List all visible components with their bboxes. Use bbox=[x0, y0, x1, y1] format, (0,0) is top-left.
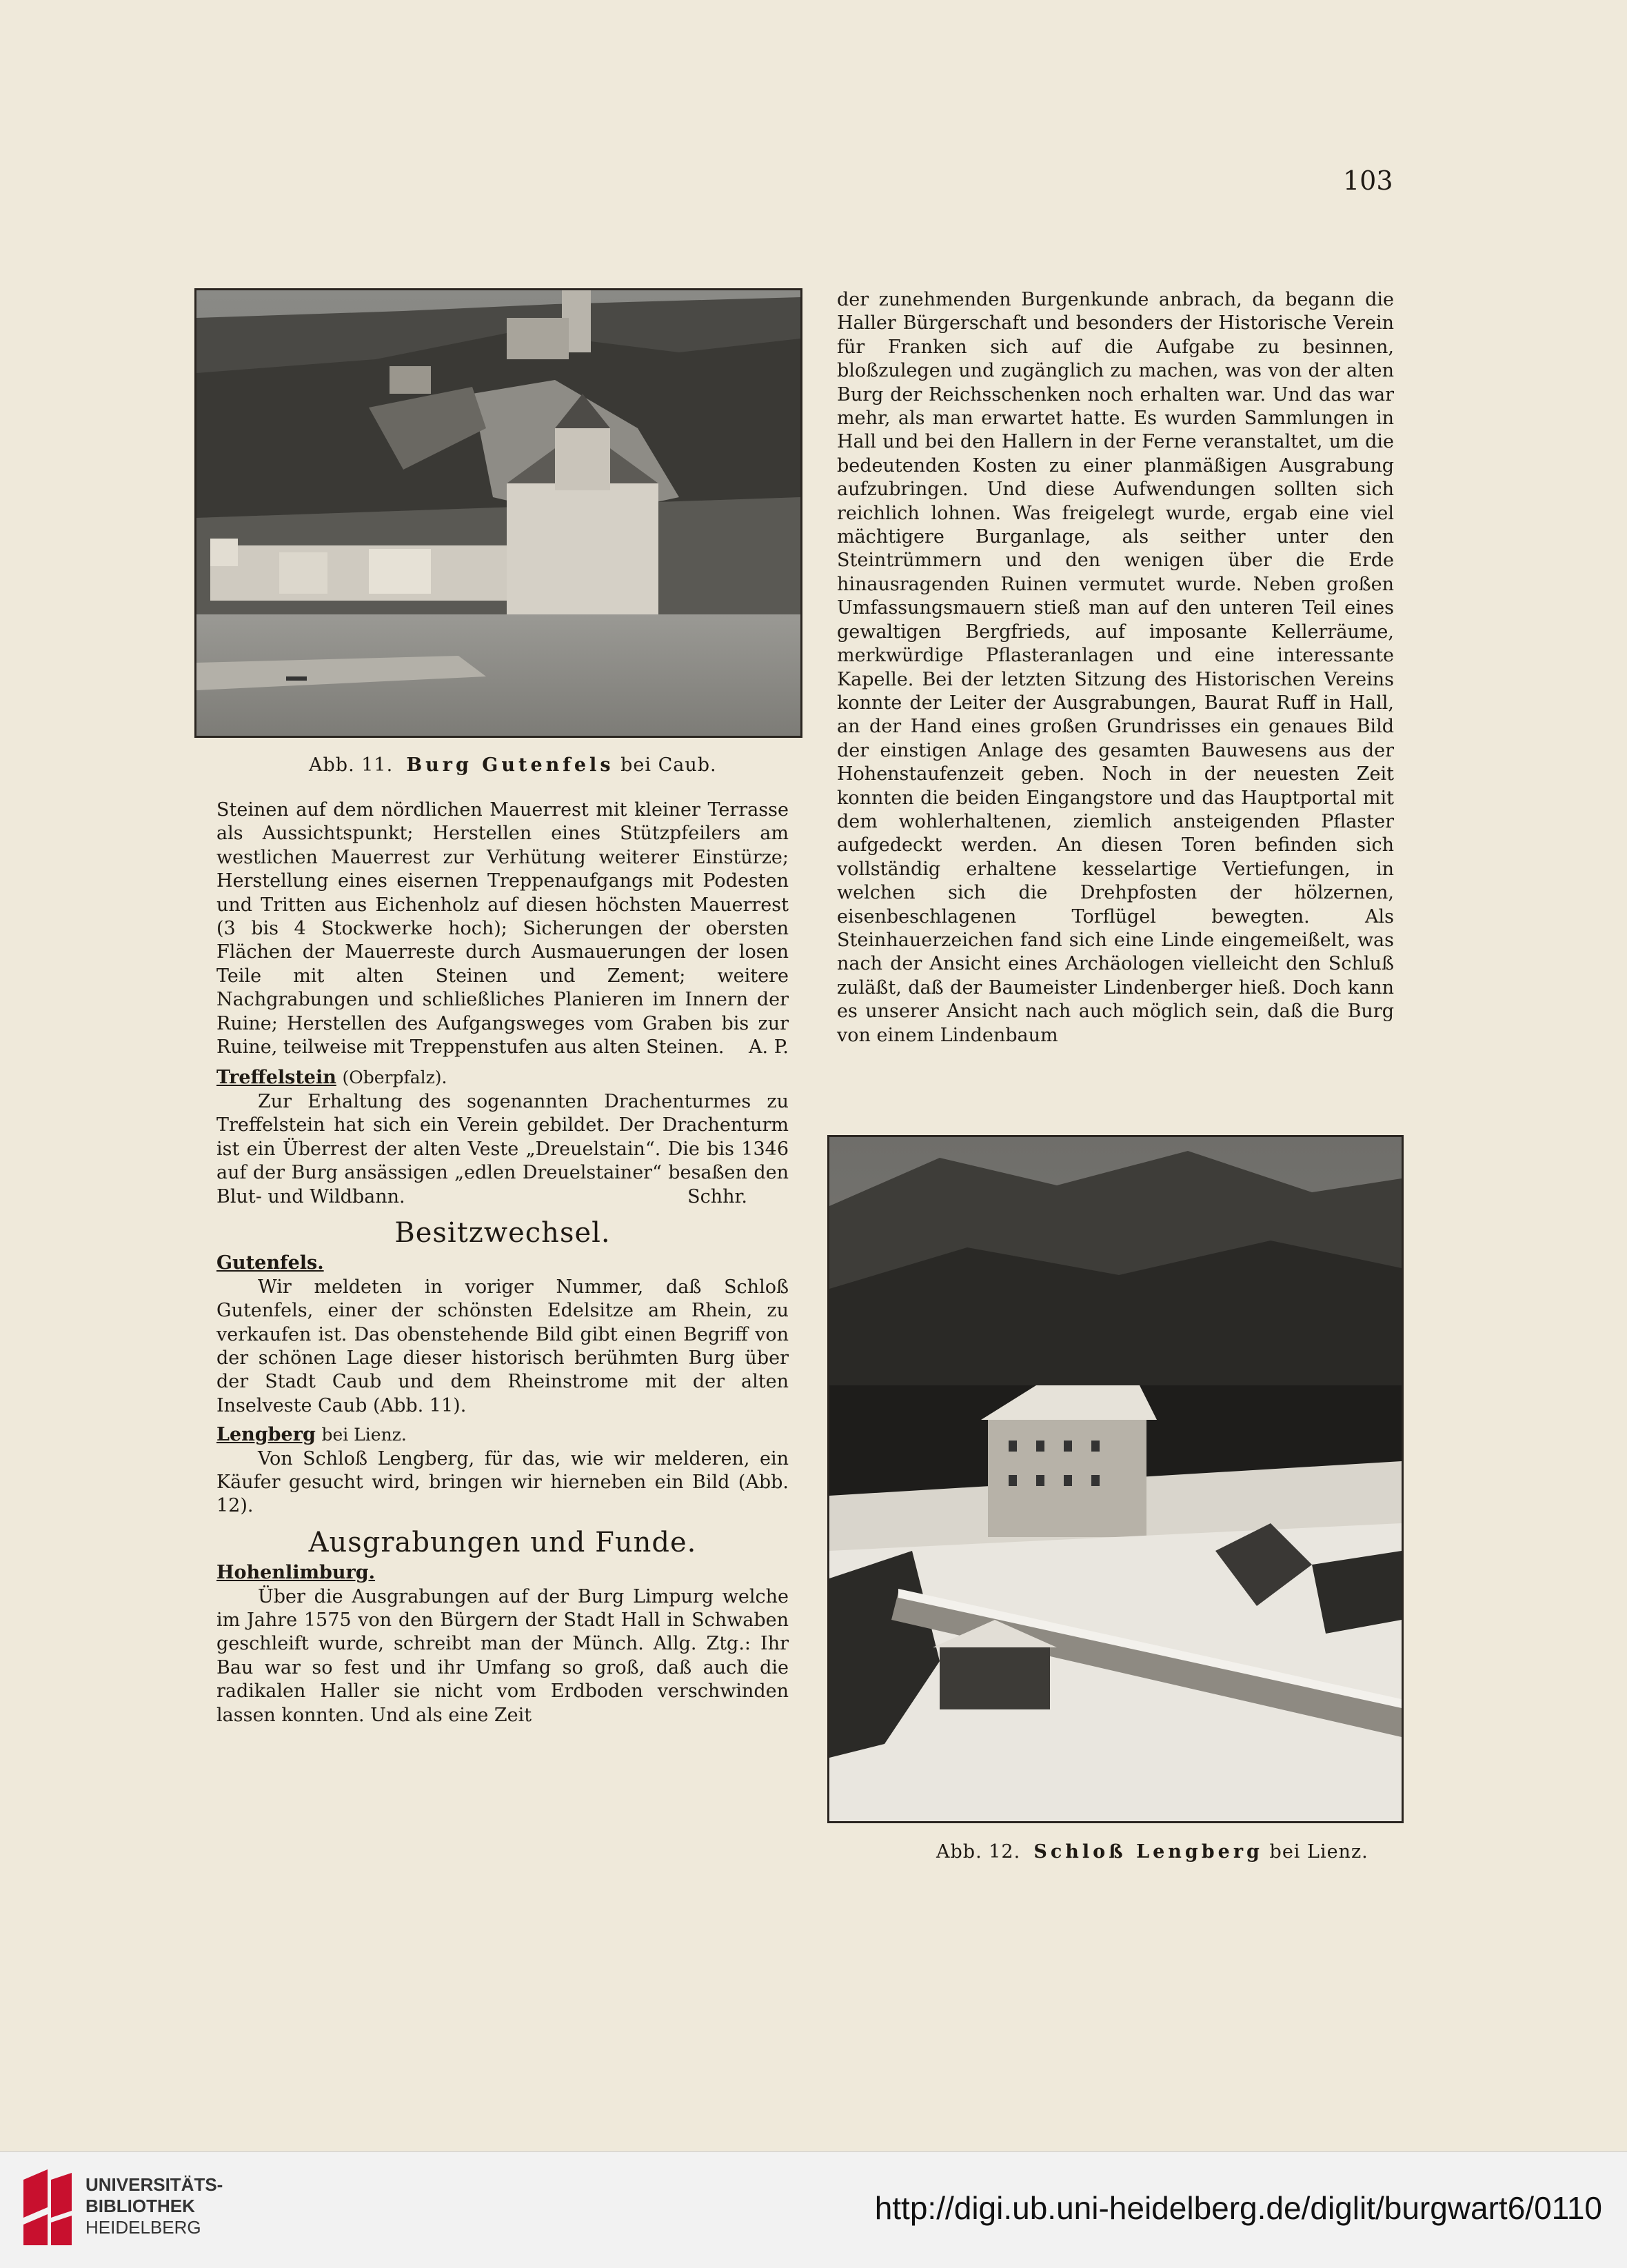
paragraph-lengberg: Von Schloß Lengberg, für das, wie wir melderen, ein Käufer gesucht wird, bringen wir hierneben ein Bild (Abb. 12). bbox=[216, 1447, 789, 1517]
paragraph-mauerrest: Steinen auf dem nördlichen Mauerrest mit kleiner Terrasse als Aussichtspunkt; Herstellen eines Stützpfeilers am westlichen Mauerrest zur Verhütung weiterer Einstürze; Herstellung eines eisernen Treppenaufgangs mit Podesten und Tritten aus Eichenholz auf diesen höchsten Mauerrest (3 bis 4 Stockwerke hoch); Sicherungen der obersten Flächen der Mauerreste durch Ausmauerungen der losen Teile mit alten Steinen und Zement; weitere Nachgrabungen und schließliches Planieren im Innern der Ruine; Herstellen des Aufgangsweges vom Graben bis zur Ruine, teilweise mit Treppenstufen aus alten Steinen. A. P. bbox=[216, 799, 789, 1059]
photo-schloss-lengberg bbox=[827, 1135, 1404, 1823]
left-column bbox=[216, 799, 789, 1727]
caption-abb-12 bbox=[936, 1841, 1368, 1863]
signature-schhr: Schhr. bbox=[687, 1185, 747, 1207]
caption-place: bei Lienz. bbox=[1269, 1841, 1368, 1863]
paragraph-gutenfels: Wir meldeten in voriger Nummer, daß Schloß Gutenfels, einer der schönsten Edelsitze am Rhein, zu verkaufen ist. Das obenstehende Bild gibt einen Begriff von der schönen Lage dieser historisch berühmten Burg über der Stadt Caub und dem Rheinstrome mit der alten Inselveste Caub (Abb. 11). bbox=[216, 1276, 789, 1416]
page-number: 103 bbox=[1343, 165, 1393, 196]
place-note-oberpfalz: (Oberpfalz). bbox=[342, 1067, 447, 1088]
caption-title: Burg Gutenfels bbox=[406, 754, 614, 776]
heading-ausgrabungen: Ausgrabungen und Funde. bbox=[308, 1526, 697, 1558]
university-library-logo-icon bbox=[17, 2166, 79, 2249]
place-tag-gutenfels: Gutenfels. bbox=[216, 1252, 324, 1274]
section-gutenfels bbox=[216, 1252, 789, 1275]
section-lengberg bbox=[216, 1423, 789, 1447]
library-footer bbox=[0, 2151, 1627, 2268]
photo-burg-gutenfels bbox=[194, 288, 802, 738]
university-library-name bbox=[85, 2174, 223, 2238]
logo-line-2: BIBLIOTHEK bbox=[85, 2196, 195, 2216]
place-tag-hohenlimburg: Hohenlimburg. bbox=[216, 1562, 376, 1584]
logo-line-3: HEIDELBERG bbox=[85, 2217, 201, 2238]
right-column bbox=[837, 288, 1394, 1047]
caption-abb-11 bbox=[309, 754, 717, 776]
caption-place: bei Caub. bbox=[620, 754, 717, 776]
section-treffelstein bbox=[216, 1066, 789, 1090]
paragraph-limpurg: Über die Ausgrabungen auf der Burg Limpurg welche im Jahre 1575 von den Bürgern der Stadt Hall in Schwaben geschleift wurde, schreibt man der Münch. Allg. Ztg.: Ihr Bau war so fest und ihr Umfang so groß, daß auch die radikalen Haller sie nicht vom Erdboden verschwinden lassen konnten. Und als eine Zeit bbox=[216, 1585, 789, 1726]
caption-label: Abb. 11. bbox=[309, 754, 394, 776]
place-note-lienz: bei Lienz. bbox=[321, 1425, 407, 1445]
paragraph-limpurg-continued: der zunehmenden Burgenkunde anbrach, da begann die Haller Bürgerschaft und besonders der Historische Verein für Franken sich auf die Aufgabe zu besinnen, bloßzulegen und zugänglich zu machen, was von der alten Burg der Reichsschenken noch erhalten war. Und das war mehr, als man erwartet hatte. Es wurden Sammlungen in Hall und bei den Hallern in der Ferne veranstaltet, um die bedeutenden Kosten zu einer planmäßigen Ausgrabung aufzubringen. Und diese Aufwendungen sollten sich reichlich lohnen. Was freigelegt wurde, ergab eine viel mächtigere Burganlage, als seither unter den Steintrümmern und den wenigen über die Erde hinausragenden Ruinen vermutet wurde. Neben großen Umfassungsmauern stieß man auf den unteren Teil eines gewaltigen Bergfrieds, auf imposante Kellerräume, merkwürdige Pflasteranlagen und eine interessante Kapelle. Bei der letzten Sitzung des Historischen Vereins konnte der Leiter der Ausgrabungen, Baurat Ruff in Hall, an der Hand eines großen Grundrisses ein genaues Bild der einstigen Anlage des gesamten Bauwesens aus der Hohenstaufenzeit geben. Noch in der neuesten Zeit konnten die beiden Eingangstore und das Hauptportal mit dem wohlerhaltenen, ziemlich ansteigenden Pflaster aufgedeckt werden. An diesen Toren befinden sich vollständig erhaltene kesselartige Vertiefungen, in welchen sich die Drehpfosten der hölzernen, eisenbeschlagenen Torflügel bewegten. Als Steinhauerzeichen fand sich eine Linde eingemeißelt, was nach der Ansicht eines Archäologen vielleicht den Schluß zuläßt, daß der Baumeister Lindenberger hieß. Doch kann es unserer Ansicht nach auch möglich sein, daß die Burg von einem Lindenbaum bbox=[837, 289, 1394, 1046]
place-tag-lengberg: Lengberg bbox=[216, 1424, 316, 1446]
caption-label: Abb. 12. bbox=[936, 1841, 1021, 1863]
permalink-url[interactable]: http://digi.ub.uni-heidelberg.de/diglit/burgwart6/0110 bbox=[874, 2190, 1602, 2226]
heading-besitzwechsel: Besitzwechsel. bbox=[394, 1216, 611, 1249]
section-hohenlimburg bbox=[216, 1561, 789, 1585]
paragraph-treffelstein: Zur Erhaltung des sogenannten Drachenturmes zu Treffelstein hat sich ein Verein gebildet. Der Drachenturm ist ein Überrest der alten Veste „Dreuelstain“. Die bis 1346 auf der Burg ansässigen „edlen Dreuelstainer“ besaßen den Blut- und Wildbann. Schhr. bbox=[216, 1090, 789, 1209]
logo-line-1: UNIVERSITÄTS- bbox=[85, 2174, 223, 2195]
signature-ap: A. P. bbox=[749, 1036, 789, 1058]
caption-title: Schloß Lengberg bbox=[1033, 1841, 1263, 1863]
place-tag-treffelstein: Treffelstein bbox=[216, 1067, 336, 1089]
